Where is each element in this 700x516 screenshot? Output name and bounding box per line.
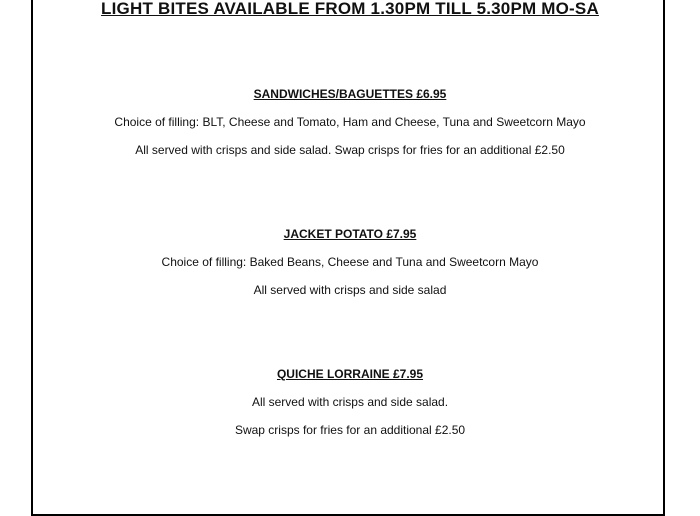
section-heading-sandwiches: SANDWICHES/BAGUETTES £6.95 <box>253 87 447 101</box>
section-line-swap: Swap crisps for fries for an additional £2.50 <box>234 423 466 437</box>
section-heading-quiche: QUICHE LORRAINE £7.95 <box>276 367 424 381</box>
section-line-fillings: Choice of filling: BLT, Cheese and Tomato, Ham and Cheese, Tuna and Sweetcorn Mayo <box>114 115 586 129</box>
menu-section-sandwiches <box>0 86 700 170</box>
section-line-serving: All served with crisps and side salad. Swap crisps for fries for an additional £2.50 <box>135 143 565 157</box>
page-title: LIGHT BITES AVAILABLE FROM 1.30PM TILL 5.30PM MO-SA <box>101 0 599 18</box>
section-line-fillings: Choice of filling: Baked Beans, Cheese and Tuna and Sweetcorn Mayo <box>161 255 539 269</box>
section-line-serving: All served with crisps and side salad. <box>251 395 449 409</box>
section-heading-jacket-potato: JACKET POTATO £7.95 <box>283 227 417 241</box>
section-line-serving: All served with crisps and side salad <box>253 283 447 297</box>
menu-section-quiche <box>0 366 700 450</box>
menu-section-jacket-potato <box>0 226 700 310</box>
